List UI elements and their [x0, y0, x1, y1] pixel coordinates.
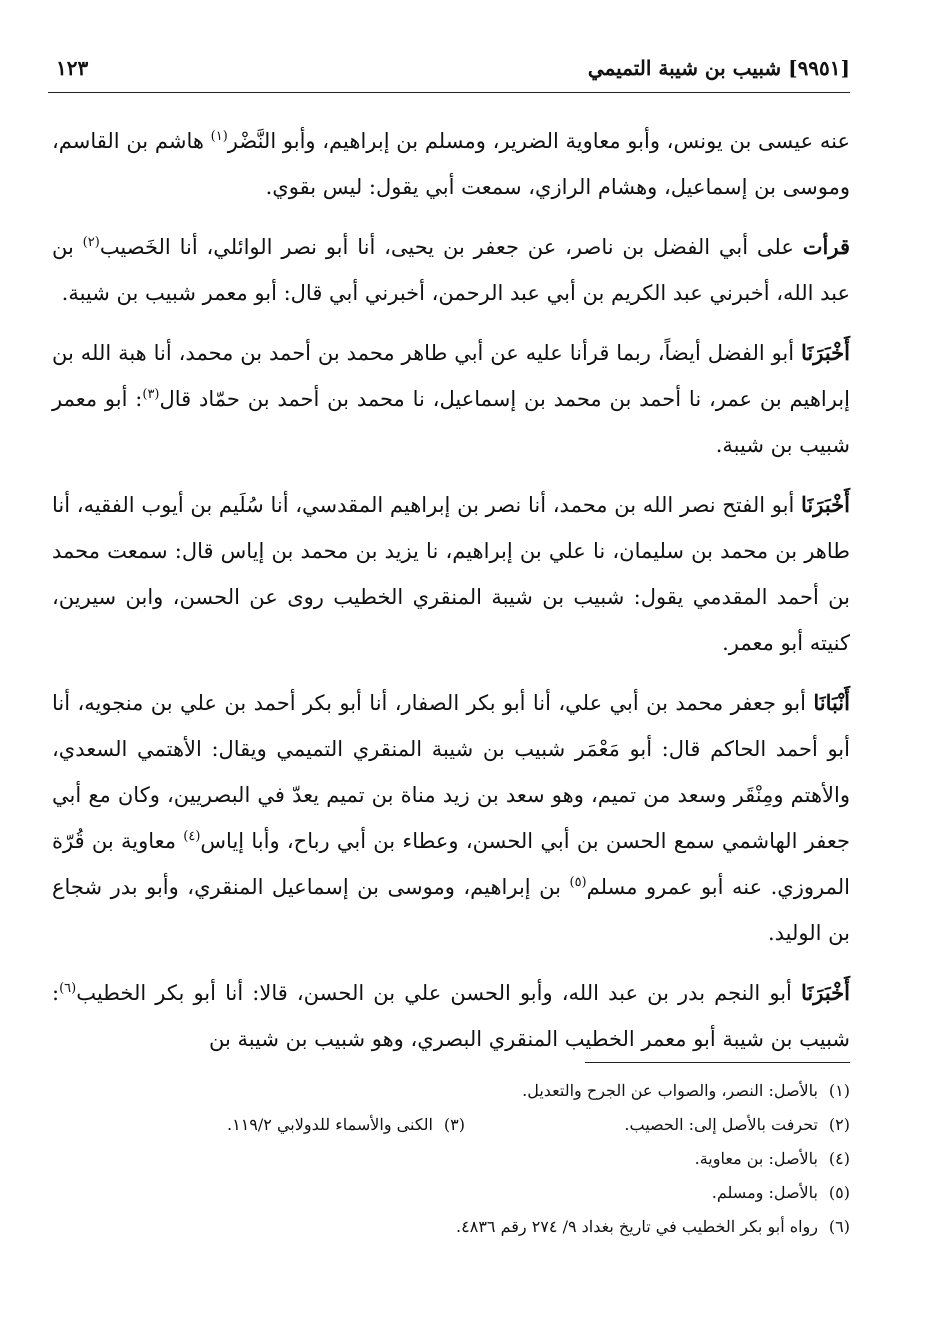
paragraph-text: أبو النجم بدر بن عبد الله، وأبو الحسن علي بن الحسن، قالا: أنا أبو بكر الخطيب [76, 981, 802, 1005]
footnote-number: (١) [828, 1081, 850, 1100]
page-number: ١٢٣ [56, 56, 89, 80]
paragraph [52, 118, 850, 210]
footnote-marker: (٦) [59, 981, 77, 996]
paragraph-lead-word: أَخْبَرَنَا [801, 492, 850, 517]
footnote [456, 1217, 850, 1236]
footnote-text: الكنى والأسماء للدولابي ١١٩/٢. [227, 1115, 433, 1134]
paragraph-text: أبو الفتح نصر الله بن محمد، أنا نصر بن إبراهيم المقدسي، أنا سُلَيم بن أيوب الفقيه، أنا طاهر بن محمد بن سليمان، نا علي بن إبراهيم، نا يزيد بن محمد بن إياس قال: سمعت محمد بن أحمد المقدمي يقول: شبيب بن شيبة المنقري الخطيب روى عن الحسن، وابن سيرين، كنيته أبو معمر. [52, 493, 850, 655]
footnote-marker: (٥) [569, 875, 587, 890]
paragraph-lead-word: أَخْبَرَنَا [801, 980, 850, 1005]
main-text [52, 118, 850, 1076]
footnote-marker: (١) [210, 129, 228, 144]
footnote-marker: (٤) [183, 829, 201, 844]
footnote-line [52, 1074, 850, 1108]
paragraph-lead-word: أَنْبَانَا [813, 690, 850, 715]
footnote-number: (٢) [828, 1115, 850, 1134]
footnote-number: (٤) [828, 1149, 850, 1168]
paragraph [52, 482, 850, 666]
footnote-marker: (٣) [142, 387, 160, 402]
paragraph [52, 680, 850, 956]
footnote-number: (٣) [443, 1115, 465, 1134]
footnotes [52, 1074, 850, 1244]
paragraph-text: بن عبد الله، أخبرني عبد الكريم بن أبي عبد الرحمن، أخبرني أبي قال: أبو معمر شبيب بن شيبة. [52, 235, 850, 305]
paragraph [52, 224, 850, 316]
footnote-marker: (٢) [82, 235, 100, 250]
paragraph-text: معاوية بن قُرّة المروزي. عنه أبو عمرو مسلم [52, 829, 850, 899]
paragraph-text: عنه عيسى بن يونس، وأبو معاوية الضرير، ومسلم بن إبراهيم، وأبو النَّضْر [227, 129, 850, 153]
running-title: [٩٩٥١] شبيب بن شيبة التميمي [587, 56, 850, 80]
footnote-text: رواه أبو بكر الخطيب في تاريخ بغداد ٩/ ٢٧٤ رقم ٤٨٣٦. [456, 1217, 818, 1236]
footnote-number: (٥) [828, 1183, 850, 1202]
footnote-line [52, 1108, 850, 1142]
footnote-number: (٦) [828, 1217, 850, 1236]
footnote-text: بالأصل: بن معاوية. [694, 1149, 818, 1168]
footnote [227, 1108, 465, 1142]
footnote-line [52, 1142, 850, 1176]
footnote-text: تحرفت بالأصل إلى: الحصيب. [624, 1115, 818, 1134]
paragraph-lead-word: قرأت [802, 234, 850, 259]
paragraph-text: بن إبراهيم، وموسى بن إسماعيل المنقري، وأبو بدر شجاع بن الوليد. [52, 875, 850, 945]
paragraph-text: : شبيب بن شيبة أبو معمر الخطيب المنقري البصري، وهو شبيب بن شيبة بن [52, 981, 850, 1051]
footnote-divider [585, 1062, 850, 1063]
footnote-line [52, 1176, 850, 1210]
footnote [712, 1183, 850, 1202]
paragraph-text: أبو جعفر محمد بن أبي علي، أنا أبو بكر الصفار، أنا أبو بكر أحمد بن علي بن منجويه، أنا أبو أحمد الحاكم قال: أبو مَعْمَر شبيب بن شيبة المنقري التميمي ويقال: الأهتمي السعدي، والأهتم ومِنْقَر وسعد من تميم، وهو سعد بن زيد مناة بن تميم يعدّ في البصريين، وكان مع أبي جعفر الهاشمي سمع الحسن بن أبي الحسن، وعطاء بن أبي رباح، وأبا إياس [52, 691, 851, 853]
paragraph [52, 330, 850, 468]
paragraph-text: على أبي الفضل بن ناصر، عن جعفر بن يحيى، أنا أبو نصر الوائلي، أنا الخَصيب [99, 235, 803, 259]
footnote [522, 1081, 850, 1100]
paragraph [52, 970, 850, 1062]
paragraph-lead-word: أَخْبَرَنَا [801, 340, 850, 365]
footnote [465, 1108, 850, 1142]
paragraph-text: هاشم بن القاسم، وموسى بن إسماعيل، وهشام الرازي، سمعت أبي يقول: ليس بقوي. [52, 129, 850, 199]
footnote [695, 1149, 850, 1168]
paragraph-text: : أبو معمر شبيب بن شيبة. [52, 387, 850, 457]
paragraph-text: أبو الفضل أيضاً، ربما قرأنا عليه عن أبي طاهر محمد بن أحمد بن محمد، أنا هبة الله بن إبراهيم بن عمر، نا أحمد بن محمد بن إسماعيل، نا محمد بن أحمد بن حمّاد قال [52, 341, 850, 411]
footnote-text: بالأصل: النصر، والصواب عن الجرح والتعديل. [522, 1081, 818, 1100]
footnote-line [52, 1210, 850, 1244]
footnote-text: بالأصل: ومسلم. [711, 1183, 818, 1202]
running-header [48, 52, 850, 93]
